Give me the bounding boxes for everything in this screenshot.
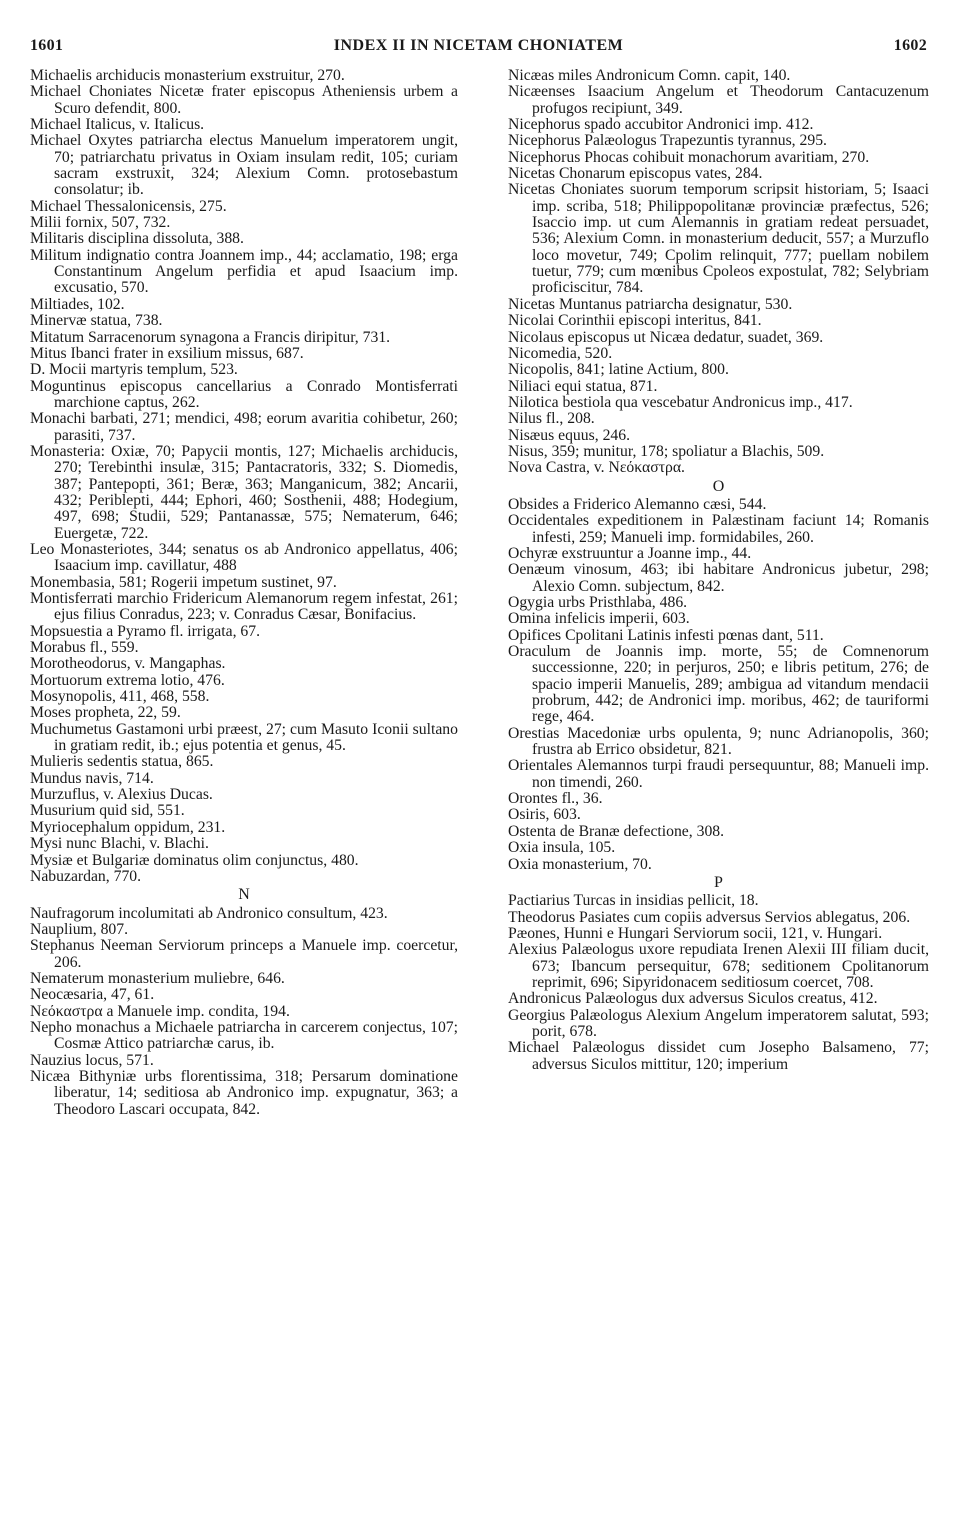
index-entry: Ostenta de Branæ defectione, 308. xyxy=(508,822,725,840)
index-entry: Nilotica bestiola qua vescebatur Andronicus imp., 417. xyxy=(508,393,853,411)
index-entry: Nicephorus Phocas cohibuit monachorum avaritiam, 270. xyxy=(508,148,870,166)
index-entry: Oenæum vinosum, 463; ibi habitare Andronicus jubetur, 298; Alexio Comn. subjectum, 842. xyxy=(508,561,929,595)
index-entry: Theodorus Pasiates cum copiis adversus Servios ablegatus, 206. xyxy=(508,908,911,926)
section-letter: N xyxy=(238,886,250,904)
index-entry: Nematerum monasterium muliebre, 646. xyxy=(30,969,285,987)
index-entry: Michael Italicus, v. Italicus. xyxy=(30,116,205,134)
index-entry: Osiris, 603. xyxy=(508,806,581,824)
index-entry: Michaelis archiducis monasterium exstruitur, 270. xyxy=(30,67,345,84)
index-entry: Nicolai Corinthii episcopi interitus, 841. xyxy=(508,312,762,330)
index-entry: Nicopolis, 841; latine Actium, 800. xyxy=(508,361,729,379)
index-column-left xyxy=(30,68,458,1118)
index-column-right xyxy=(508,68,929,1073)
index-entry: Alexius Palæologus uxore repudiata Irenen Alexii III filiam ducit, 673; Ibancum persequitur, 678; seditionem Cpolitanorum reprimit, 696; Sipyridonacem seditiosum coercet, 708. xyxy=(508,941,929,991)
index-entry: Montisferrati marchio Fridericum Alemanorum regem infestat, 261; ejus filius Conradus, 223; v. Conradus Cæsar, Bonifacius. xyxy=(30,590,458,624)
index-entry: Myriocephalum oppidum, 231. xyxy=(30,818,226,836)
index-entry: Mundus navis, 714. xyxy=(30,769,154,787)
page-number-right: 1602 xyxy=(893,37,927,54)
index-entry: Moguntinus episcopus cancellarius a Conrado Montisferrati marchione captus, 262. xyxy=(30,377,458,411)
index-entry: Νεόκαστρα a Manuele imp. condita, 194. xyxy=(30,1002,290,1020)
index-entry: Nicæas miles Andronicum Comn. capit, 140. xyxy=(508,67,791,84)
index-entry: Mortuorum extrema lotio, 476. xyxy=(30,671,225,689)
index-entry: Nicolaus episcopus ut Nicæa dedatur, suadet, 369. xyxy=(508,328,824,346)
index-entry: Militaris disciplina dissoluta, 388. xyxy=(30,230,244,248)
index-entry: Mitus Ibanci frater in exsilium missus, 687. xyxy=(30,344,304,362)
index-entry: Miltiades, 102. xyxy=(30,295,125,313)
index-entry: Leo Monasteriotes, 344; senatus os ab Andronico appellatus, 406; Isaacium imp. cavillatur, 488 xyxy=(30,540,458,575)
index-entry: Neocæsaria, 47, 61. xyxy=(30,986,155,1004)
index-entry: Andronicus Palæologus dux adversus Siculos creatus, 412. xyxy=(508,990,878,1008)
index-entry: Obsides a Friderico Alemanno cæsi, 544. xyxy=(508,495,767,513)
index-entry: Nicephorus Palæologus Trapezuntis tyrannus, 295. xyxy=(508,132,827,150)
index-entry: Nicomedia, 520. xyxy=(508,344,613,362)
index-entry: Monembasia, 581; Rogerii impetum sustinet, 97. xyxy=(30,573,337,591)
index-entry: Monachi barbati, 271; mendici, 498; eorum avaritia cohibetur, 260; parasiti, 737. xyxy=(30,410,458,444)
index-entry: Mitatum Sarracenorum synagona a Francis diripitur, 731. xyxy=(30,328,391,346)
index-entry: Stephanus Neeman Serviorum princeps a Manuele imp. coercetur, 206. xyxy=(30,937,458,971)
index-entry: Musurium quid sid, 551. xyxy=(30,802,185,820)
index-entry: Monasteria: Oxiæ, 70; Papycii montis, 127; Michaelis archiducis, 270; Terebinthi insulæ, 315; Pantacratoris, 332; S. Diomedis, 387; Pantepopti, 361; Beræ, 363; Manganicum, 382; Ancarii, 432; Periblepti, 444; Ephori, 460; Sosthenii, 488; Hodegium, 497, 698; Studii, 529; Pantanassæ, 575; Nematerum, 646; Euergetæ, 722. xyxy=(30,442,458,542)
index-entry: Minervæ statua, 738. xyxy=(30,312,163,330)
index-entry: Ogygia urbs Pristhlaba, 486. xyxy=(508,594,688,611)
page-number-left: 1601 xyxy=(30,37,64,54)
index-entry: Muchumetus Gastamoni urbi præest, 27; cum Masuto Iconii sultano in gratiam redit, ib.; ejus potentia et genus, 45. xyxy=(30,720,458,755)
index-entry: Militum indignatio contra Joannem imp., 44; acclamatio, 198; erga Constantinum Angelum perfidia et apud Isaacium imp. excusatio, 570. xyxy=(30,246,458,297)
index-entry: Omina infelicis imperii, 603. xyxy=(508,610,690,628)
index-entry: Michael Oxytes patriarcha electus Manuelum imperatorem ungit, 70; patriarchatu privatus in Oxiam insulam redit, 105; curiam sacram exstruxit, 324; Alexium Comn. protosebastum consolatur; ib. xyxy=(30,132,458,199)
index-entry: Occidentales expeditionem in Palæstinam faciunt 14; Romanis infesti, 259; Manueli imp. formidabiles, 260. xyxy=(508,512,929,546)
index-entry: Nauplium, 807. xyxy=(30,920,129,938)
index-entry: Nilus fl., 208. xyxy=(508,410,595,428)
index-entry: Naufragorum incolumitati ab Andronico consultum, 423. xyxy=(30,904,388,922)
index-entry: Milii fornix, 507, 732. xyxy=(30,214,171,232)
index-entry: Michael Palæologus dissidet cum Josepho Balsameno, 77; adversus Siculos mittitur, 120; imperium xyxy=(508,1039,929,1073)
index-entry: Orientales Alemannos turpi fraudi persequuntur, 88; Manueli imp. non timendi, 260. xyxy=(508,757,929,791)
index-entry: Mopsuestia a Pyramo fl. irrigata, 67. xyxy=(30,622,261,640)
index-entry: Nicephorus spado accubitor Andronici imp. 412. xyxy=(508,116,814,134)
index-entry: Nova Castra, v. Νεόκαστρα. xyxy=(508,459,685,477)
index-entry: Nicetas Muntanus patriarcha designatur, 530. xyxy=(508,295,793,313)
index-entry: Nabuzardan, 770. xyxy=(30,867,142,885)
index-entry: Ochyræ exstruuntur a Joanne imp., 44. xyxy=(508,544,752,562)
index-entry: Nicetas Choniates suorum temporum scripsit historiam, 5; Isaaci imp. scriba, 518; Philippopolitanæ provinciæ præfectus, 526; Isaccio imp. ut cum Alemannis in gratiam redeat persuadet, 536; Alexium Comn. in monasterium deducit, 557; a Murzuflo loco movetur, 749; Cpolim relinquit, 777; puellam nobilem tuetur, 779; cum mœnibus Cpoleos expostulat, 782; Selybriam proficiscitur, 784. xyxy=(508,181,929,297)
index-entry: Morotheodorus, v. Mangaphas. xyxy=(30,655,226,673)
index-entry: Nicetas Chonarum episcopus vates, 284. xyxy=(508,165,763,183)
index-entry: Morabus fl., 559. xyxy=(30,639,139,657)
index-entry: Opifices Cpolitani Latinis infesti pœnas dant, 511. xyxy=(508,626,824,644)
index-entry: Michael Choniates Nicetæ frater episcopus Atheniensis urbem a Scuro defendit, 800. xyxy=(30,83,458,117)
running-head xyxy=(30,33,927,61)
index-entry: Pæones, Hunni e Hungari Serviorum socii, 121, v. Hungari. xyxy=(508,924,883,942)
index-entry: Niliaci equi statua, 871. xyxy=(508,377,658,395)
index-entry: Pactiarius Turcas in insidias pellicit, 18. xyxy=(508,892,759,910)
index-entry: Georgius Palæologus Alexium Angelum imperatorem salutat, 593; porit, 678. xyxy=(508,1006,929,1040)
index-entry: D. Mocii martyris templum, 523. xyxy=(30,361,238,379)
index-entry: Orestias Macedoniæ urbs opulenta, 9; nunc Adrianopolis, 360; frustra ab Errico obsidetur, 821. xyxy=(508,724,929,759)
index-entry: Orontes fl., 36. xyxy=(508,790,603,808)
index-entry: Nisæus equus, 246. xyxy=(508,426,631,444)
index-entry: Mulieris sedentis statua, 865. xyxy=(30,753,214,771)
section-letter: O xyxy=(712,477,725,495)
index-entry: Nicæa Bithyniæ urbs florentissima, 318; Persarum dominatione liberatur, 14; seditiosa ab Andronico imp. expugnatur, 363; a Theodoro Lascari occupata, 842. xyxy=(30,1067,458,1118)
index-entry: Nicæenses Isaacium Angelum et Theodorum Cantacuzenum profugos recipiunt, 349. xyxy=(508,83,929,117)
index-entry: Mysiæ et Bulgariæ dominatus olim conjunctus, 480. xyxy=(30,851,359,869)
index-entry: Michael Thessalonicensis, 275. xyxy=(30,197,227,215)
index-entry: Nepho monachus a Michaele patriarcha in carcerem conjectus, 107; Cosmæ Attico patriarchæ carus, ib. xyxy=(30,1018,458,1053)
index-entry: Murzuflus, v. Alexius Ducas. xyxy=(30,786,213,804)
index-entry: Mysi nunc Blachi, v. Blachi. xyxy=(30,835,209,853)
index-entry: Moses propheta, 22, 59. xyxy=(30,704,181,722)
page-title: INDEX II IN NICETAM CHONIATEM xyxy=(333,37,624,54)
index-entry: Nauzius locus, 571. xyxy=(30,1051,154,1069)
index-entry: Nisus, 359; munitur, 178; spoliatur a Blachis, 509. xyxy=(508,442,825,460)
index-entry: Oxia monasterium, 70. xyxy=(508,855,652,873)
index-entry: Mosynopolis, 411, 468, 558. xyxy=(30,688,210,706)
index-entry: Oxia insula, 105. xyxy=(508,839,616,857)
index-entry: Oraculum de Joannis imp. morte, 55; de Comnenorum successionne, 220; in perjuros, 250; e libris petitum, 276; de spacio imperii Manuelis, 289; ambigua ad vitandum mendacii probrum, 442; de Andronici imp. moribus, 462; de tauriformi rege, 464. xyxy=(508,643,929,726)
section-letter: P xyxy=(714,873,723,891)
